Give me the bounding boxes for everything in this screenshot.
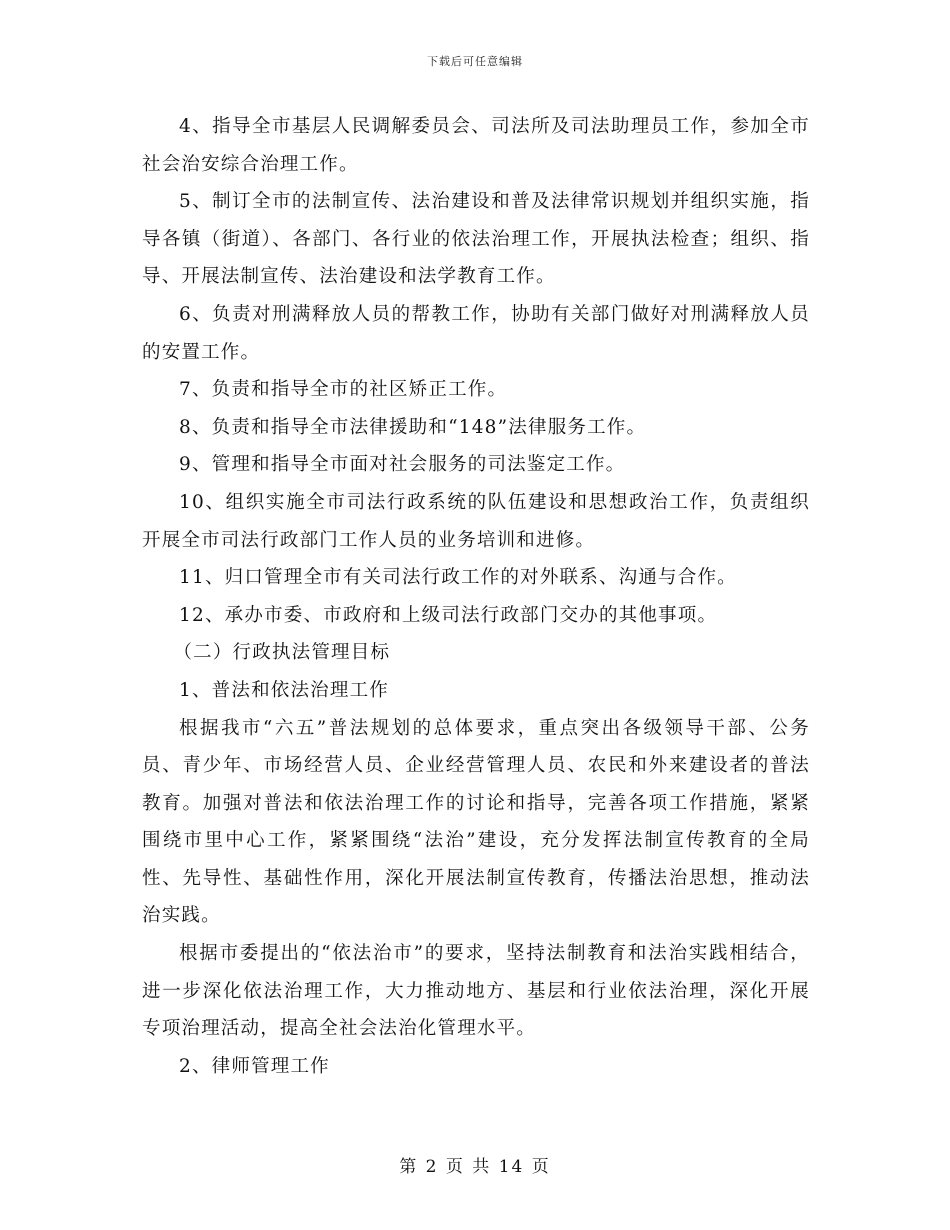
- paragraph-item-11: 11、归口管理全市有关司法行政工作的对外联系、沟通与合作。: [179, 567, 737, 589]
- subsection-heading-lawyer-management: 2、律师管理工作: [179, 1055, 330, 1077]
- document-body: [142, 108, 810, 1085]
- paragraph-item-12: 12、承办市委、市政府和上级司法行政部门交办的其他事项。: [179, 604, 718, 626]
- paragraph-rule-of-law-city: 根据市委提出的“依法治市”的要求，坚持法制教育和法治实践相结合，进一步深化依法治理工作，大力推动地方、基层和行业依法治理，深化开展专项治理活动，提高全社会法治化管理水平。: [142, 943, 810, 1040]
- page-header: 下载后可任意编辑: [427, 55, 523, 68]
- paragraph-item-6: 6、负责对刑满释放人员的帮教工作，协助有关部门做好对刑满释放人员的安置工作。: [142, 303, 810, 363]
- paragraph-item-10: 10、组织实施全市司法行政系统的队伍建设和思想政治工作，负责组织开展全市司法行政部门工作人员的业务培训和进修。: [142, 491, 810, 551]
- section-heading: （二）行政执法管理目标: [173, 642, 391, 664]
- paragraph-legal-education-plan: 根据我市“六五”普法规划的总体要求，重点突出各级领导干部、公务员、青少年、市场经营人员、企业经营管理人员、农民和外来建设者的普法教育。加强对普法和依法治理工作的讨论和指导，完善各项工作措施，紧紧围绕市里中心工作，紧紧围绕“法治”建设，充分发挥法制宣传教育的全局性、先导性、基础性作用，深化开展法制宣传教育，传播法治思想，推动法治实践。: [142, 717, 810, 927]
- paragraph-item-8: 8、负责和指导全市法律援助和“148”法律服务工作。: [179, 416, 647, 438]
- page-footer: 第 2 页 共 14 页: [399, 1157, 551, 1177]
- subsection-heading-legal-education: 1、普法和依法治理工作: [179, 679, 389, 701]
- paragraph-item-7: 7、负责和指导全市的社区矫正工作。: [179, 379, 508, 401]
- paragraph-item-5: 5、制订全市的法制宣传、法治建设和普及法律常识规划并组织实施，指导各镇（街道）、各部门、各行业的依法治理工作，开展执法检查；组织、指导、开展法制宣传、法治建设和法学教育工作。: [142, 191, 810, 288]
- paragraph-item-9: 9、管理和指导全市面对社会服务的司法鉴定工作。: [179, 454, 626, 476]
- paragraph-item-4: 4、指导全市基层人民调解委员会、司法所及司法助理员工作，参加全市社会治安综合治理工作。: [142, 116, 810, 175]
